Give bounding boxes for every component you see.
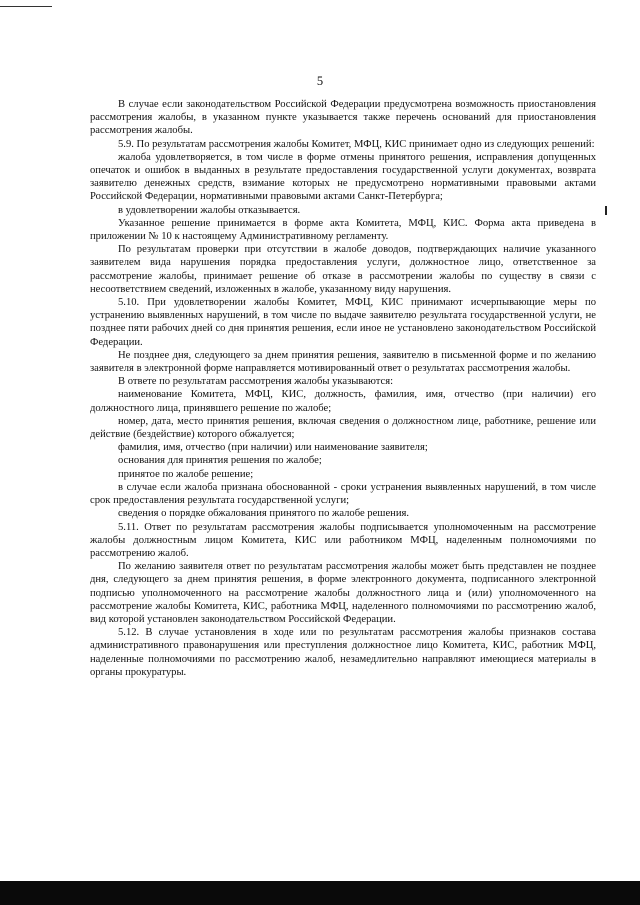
paragraph-check-results: По результатам проверки при отсутствии в жалобе доводов, подтверждающих наличие указанного заявителем вида нарушения порядка предоставления услуги, должностное лицо, ответственное за рассмотрение жалобы, принимает решение об отказе в рассмотрении жалобы по существу в связи с несоответствием сведений, изложенных в жалобе, указанному виду нарушения. — [90, 244, 596, 295]
page-number: 5 — [316, 74, 324, 88]
list-item: сведения о порядке обжалования принятого по жалобе решения. — [118, 508, 410, 520]
list-item: в случае если жалоба признана обоснованной - сроки устранения выявленных нарушений, в том числе срок предоставления результата государственной услуги; — [90, 481, 596, 507]
paragraph-suspension: В случае если законодательством Российской Федерации предусмотрена возможность приостановления рассмотрения жалобы, в указанном пункте указывается также перечень оснований для приостановления рассмотрения жалобы. — [90, 99, 596, 137]
list-item: основания для принятия решения по жалобе; — [118, 455, 322, 467]
paragraph-reasoned-answer: Не позднее дня, следующего за днем принятия решения, заявителю в письменной форме и по желанию заявителя в электронной форме направляется мотивированный ответ о результатах рассмотрения жалобы. — [90, 349, 596, 375]
paragraph-complaint-refused: в удовлетворении жалобы отказывается. — [118, 204, 301, 216]
paragraph-5-9: 5.9. По результатам рассмотрения жалобы Комитет, МФЦ, КИС принимает одно из следующих решений: — [118, 138, 595, 150]
paragraph-5-11: 5.11. Ответ по результатам рассмотрения жалобы подписывается уполномоченным на рассмотрение жалобы должностным лицом Комитета, КИС или работником МФЦ, наделенным полномочиями по рассмотрению жалоб. — [90, 521, 596, 559]
paragraph-act-form: Указанное решение принимается в форме акта Комитета, МФЦ, КИС. Форма акта приведена в приложении № 10 к настоящему Административному регламенту. — [90, 217, 596, 243]
paragraph-5-12: 5.12. В случае установления в ходе или по результатам рассмотрения жалобы признаков состава административного правонарушения или преступления должностное лицо Комитета, КИС, работник МФЦ, наделенные полномочиями по рассмотрению жалоб, незамедлительно направляют имеющиеся материалы в органы прокуратуры. — [90, 627, 596, 678]
document-body — [90, 98, 596, 679]
paragraph-answer-contents: В ответе по результатам рассмотрения жалобы указываются: — [118, 376, 394, 388]
scan-margin-mark — [605, 206, 607, 215]
list-item: номер, дата, место принятия решения, включая сведения о должностном лице, работнике, решение или действие (бездействие) которого обжалуется; — [90, 415, 596, 441]
paragraph-electronic-answer: По желанию заявителя ответ по результатам рассмотрения жалобы может быть представлен не позднее дня, следующего за днем принятия решения, в форме электронного документа, подписанного электронной подписью уполномоченного на рассмотрение жалобы должностного лица и (или) уполномоченного на рассмотрение жалобы Комитета, КИС, работника МФЦ, наделенного полномочиями по рассмотрению жалоб, вид которой установлен законодательством Российской Федерации. — [90, 561, 596, 625]
scan-top-rule — [0, 6, 52, 7]
list-item: принятое по жалобе решение; — [118, 468, 254, 480]
list-item: фамилия, имя, отчество (при наличии) или наименование заявителя; — [118, 442, 428, 454]
scan-bottom-edge — [0, 881, 640, 905]
paragraph-complaint-satisfied: жалоба удовлетворяется, в том числе в форме отмены принятого решения, исправления допущенных опечаток и ошибок в выданных в результате предоставления государственной услуги документах, возврата заявителю денежных средств, взимание которых не предусмотрено нормативными правовыми актами Российской Федерации, нормативными правовыми актами Санкт-Петербурга; — [90, 151, 596, 203]
paragraph-5-10: 5.10. При удовлетворении жалобы Комитет, МФЦ, КИС принимают исчерпывающие меры по устранению выявленных нарушений, в том числе по выдаче заявителю результата государственной услуги, не позднее пяти рабочих дней со дня принятия решения, если иное не установлено законодательством Российской Федерации. — [90, 297, 596, 348]
list-item: наименование Комитета, МФЦ, КИС, должность, фамилия, имя, отчество (при наличии) его должностного лица, принявшего решение по жалобе; — [90, 389, 596, 414]
